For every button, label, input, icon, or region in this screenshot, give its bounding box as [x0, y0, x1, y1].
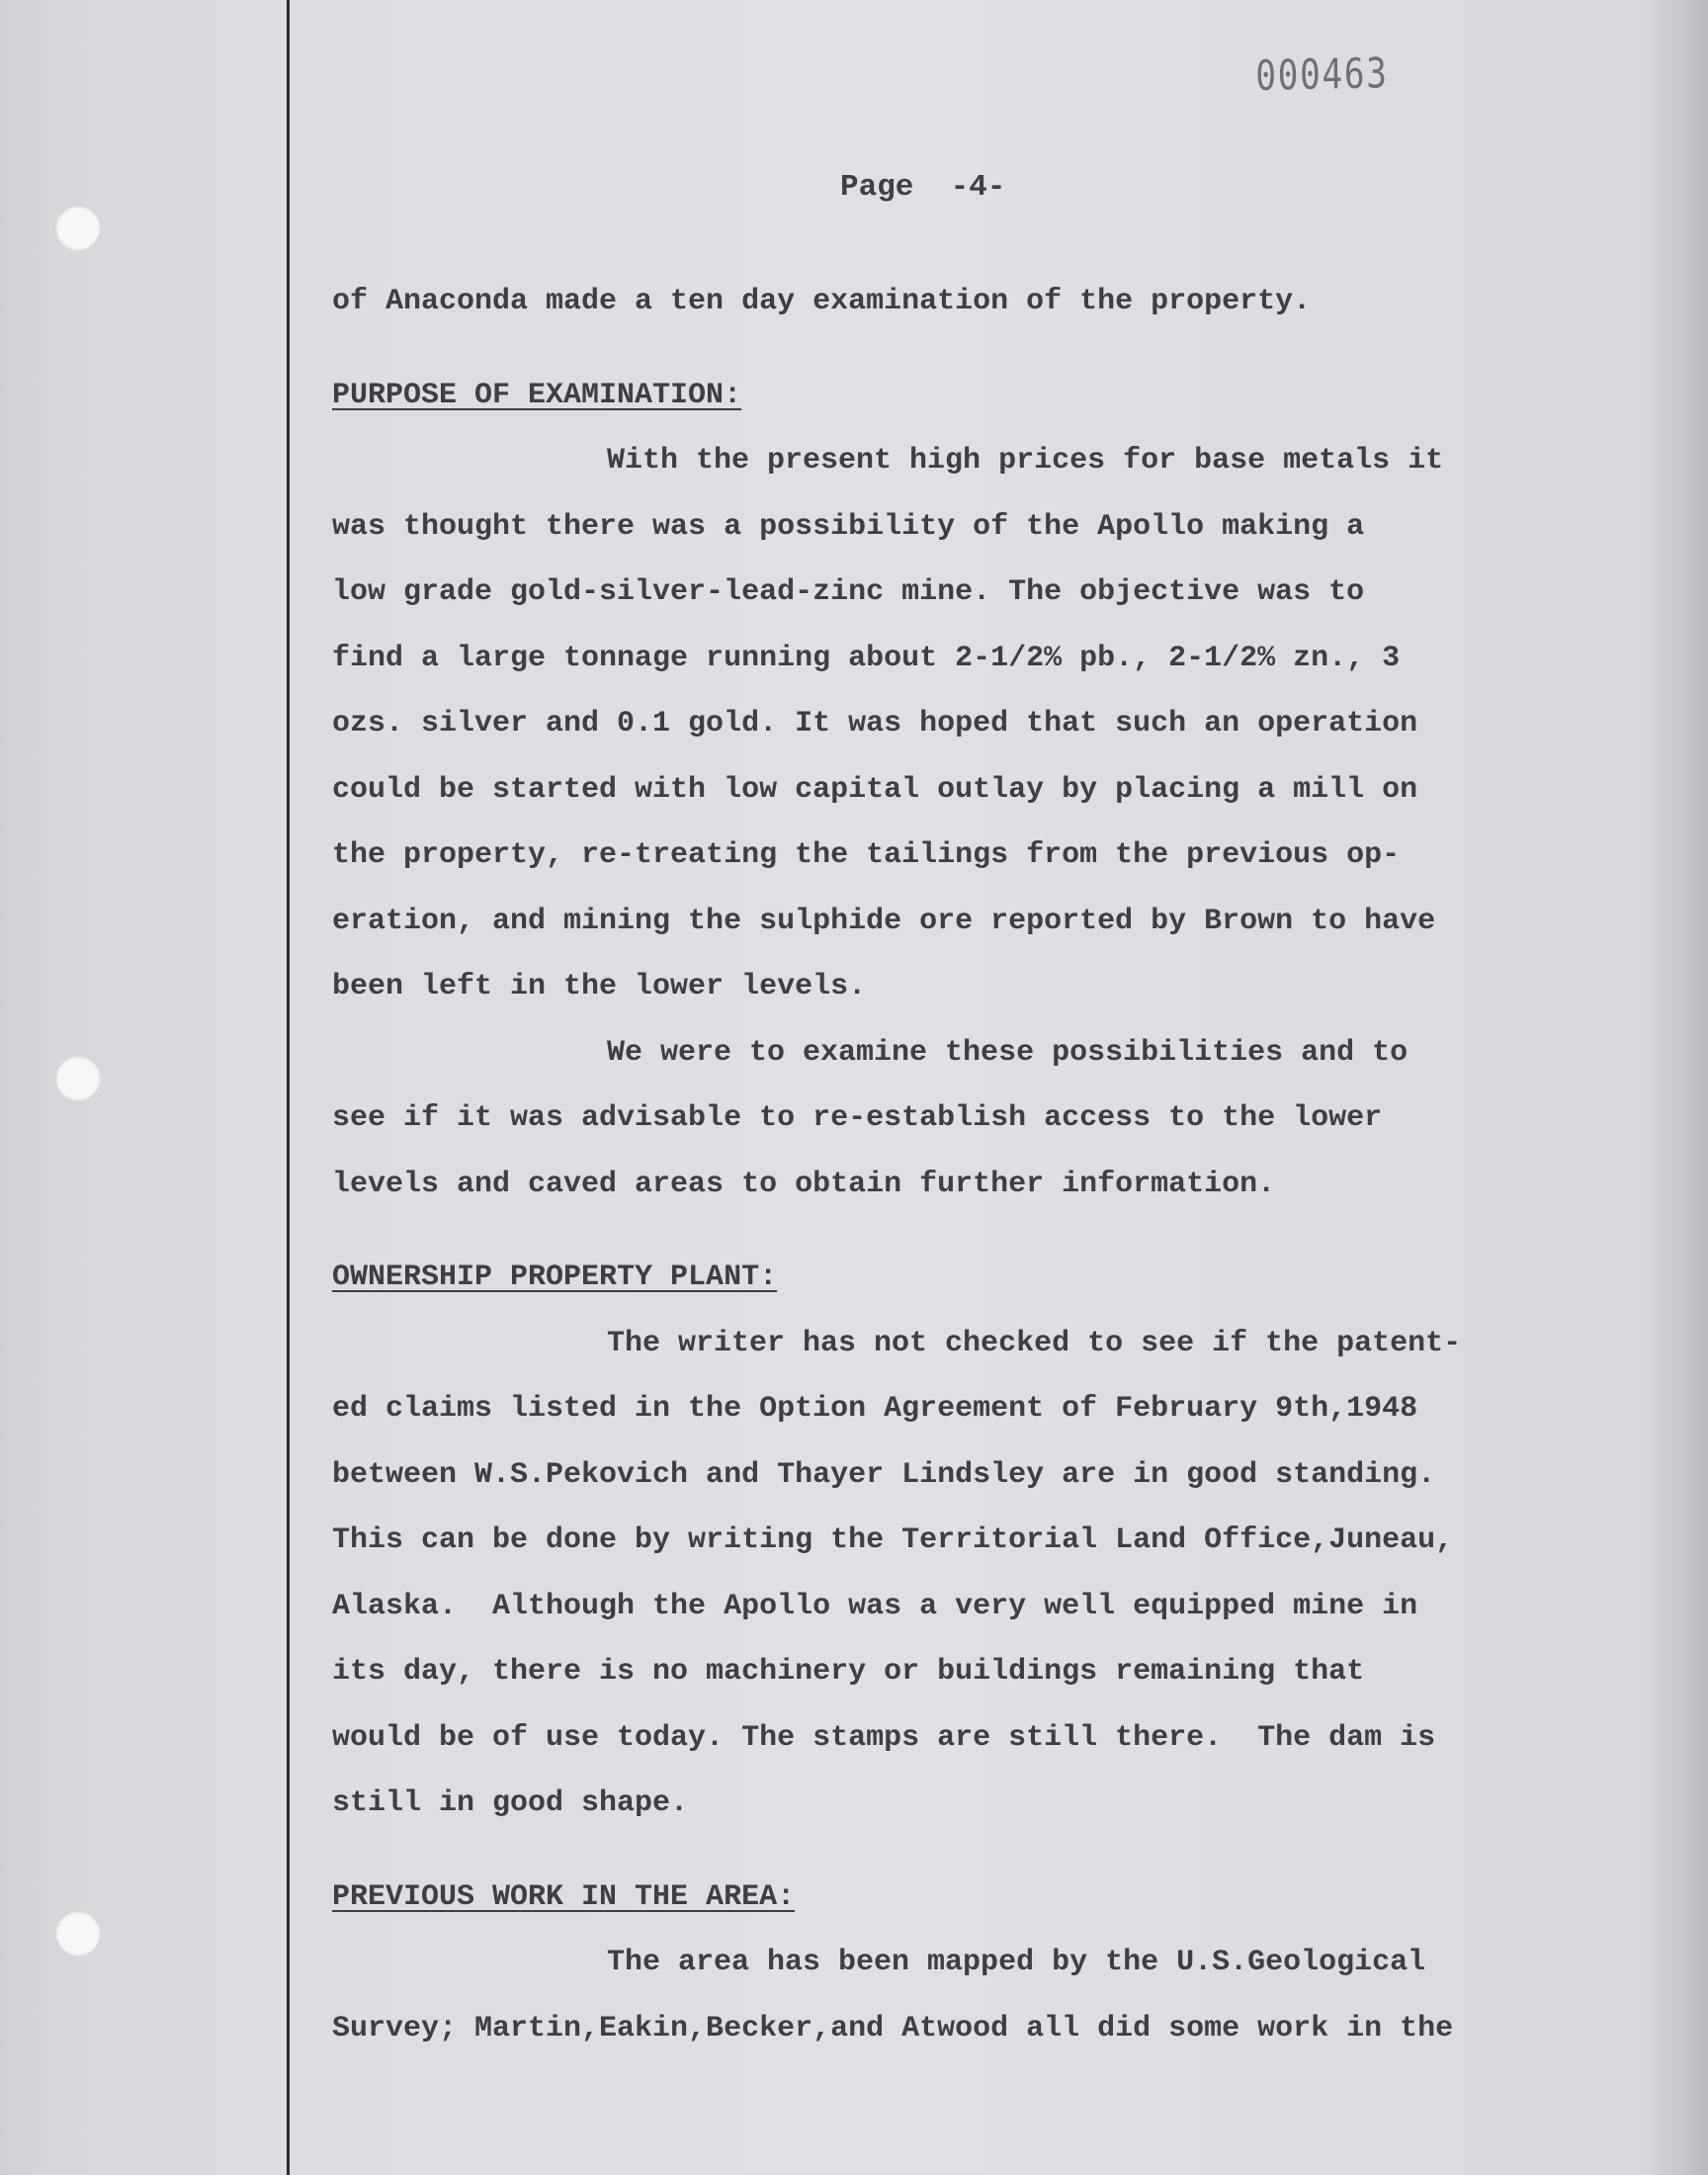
- text-line: the property, re-treating the tailings from the previous op-: [332, 838, 1401, 872]
- text-line: between W.S.Pekovich and Thayer Lindsley are in good standing.: [332, 1457, 1436, 1492]
- text-line: Survey; Martin,Eakin,Becker,and Atwood all did some work in the: [332, 2011, 1454, 2045]
- section-heading: OWNERSHIP PROPERTY PLANT:: [332, 1261, 778, 1294]
- text-line: The area has been mapped by the U.S.Geological: [607, 1946, 1426, 1979]
- text-line: find a large tonnage running about 2-1/2% pb., 2-1/2% zn., 3: [332, 641, 1401, 675]
- text-line: The writer has not checked to see if the patent-: [607, 1326, 1462, 1360]
- text-line: could be started with low capital outlay by placing a mill on: [332, 772, 1418, 807]
- text-line: ed claims listed in the Option Agreement of February 9th,1948: [332, 1392, 1418, 1426]
- punch-hole-bottom: [55, 1911, 101, 1957]
- text-line: ozs. silver and 0.1 gold. It was hoped that such an operation: [332, 707, 1418, 740]
- section-ownership: [332, 1245, 1657, 1837]
- section-purpose: [332, 363, 1657, 1218]
- page-edge-shadow: [1666, 0, 1708, 2175]
- punch-hole-middle: [55, 1056, 101, 1101]
- text-line: still in good shape.: [332, 1786, 689, 1820]
- text-line: This can be done by writing the Territorial Land Office,Juneau,: [332, 1523, 1454, 1557]
- text-line: With the present high prices for base metals it: [607, 444, 1444, 478]
- punch-hole-top: [55, 206, 101, 251]
- text-line: would be of use today. The stamps are still there. The dam is: [332, 1720, 1436, 1755]
- text-line: see if it was advisable to re-establish access to the lower: [332, 1101, 1383, 1135]
- text-line: low grade gold-silver-lead-zinc mine. The objective was to: [332, 575, 1365, 609]
- binding-margin-line: [287, 0, 290, 2175]
- text-line: its day, there is no machinery or buildings remaining that: [332, 1655, 1365, 1689]
- intro-line: of Anaconda made a ten day examination of the property.: [332, 285, 1312, 318]
- text-line: was thought there was a possibility of the Apollo making a: [332, 509, 1365, 544]
- page-number: Page -4-: [840, 170, 1006, 205]
- document-body: [332, 269, 1657, 2061]
- text-line: Alaska. Although the Apollo was a very well equipped mine in: [332, 1589, 1418, 1623]
- text-line: We were to examine these possibilities and to: [607, 1035, 1409, 1070]
- section-heading: PURPOSE OF EXAMINATION:: [332, 378, 742, 412]
- document-number-stamp: 000463: [1255, 48, 1389, 100]
- text-line: levels and caved areas to obtain further information.: [332, 1167, 1276, 1201]
- section-previous-work: [332, 1865, 1657, 2062]
- section-heading: PREVIOUS WORK IN THE AREA:: [332, 1879, 796, 1914]
- text-line: been left in the lower levels.: [332, 970, 867, 1003]
- text-line: eration, and mining the sulphide ore reported by Brown to have: [332, 904, 1436, 938]
